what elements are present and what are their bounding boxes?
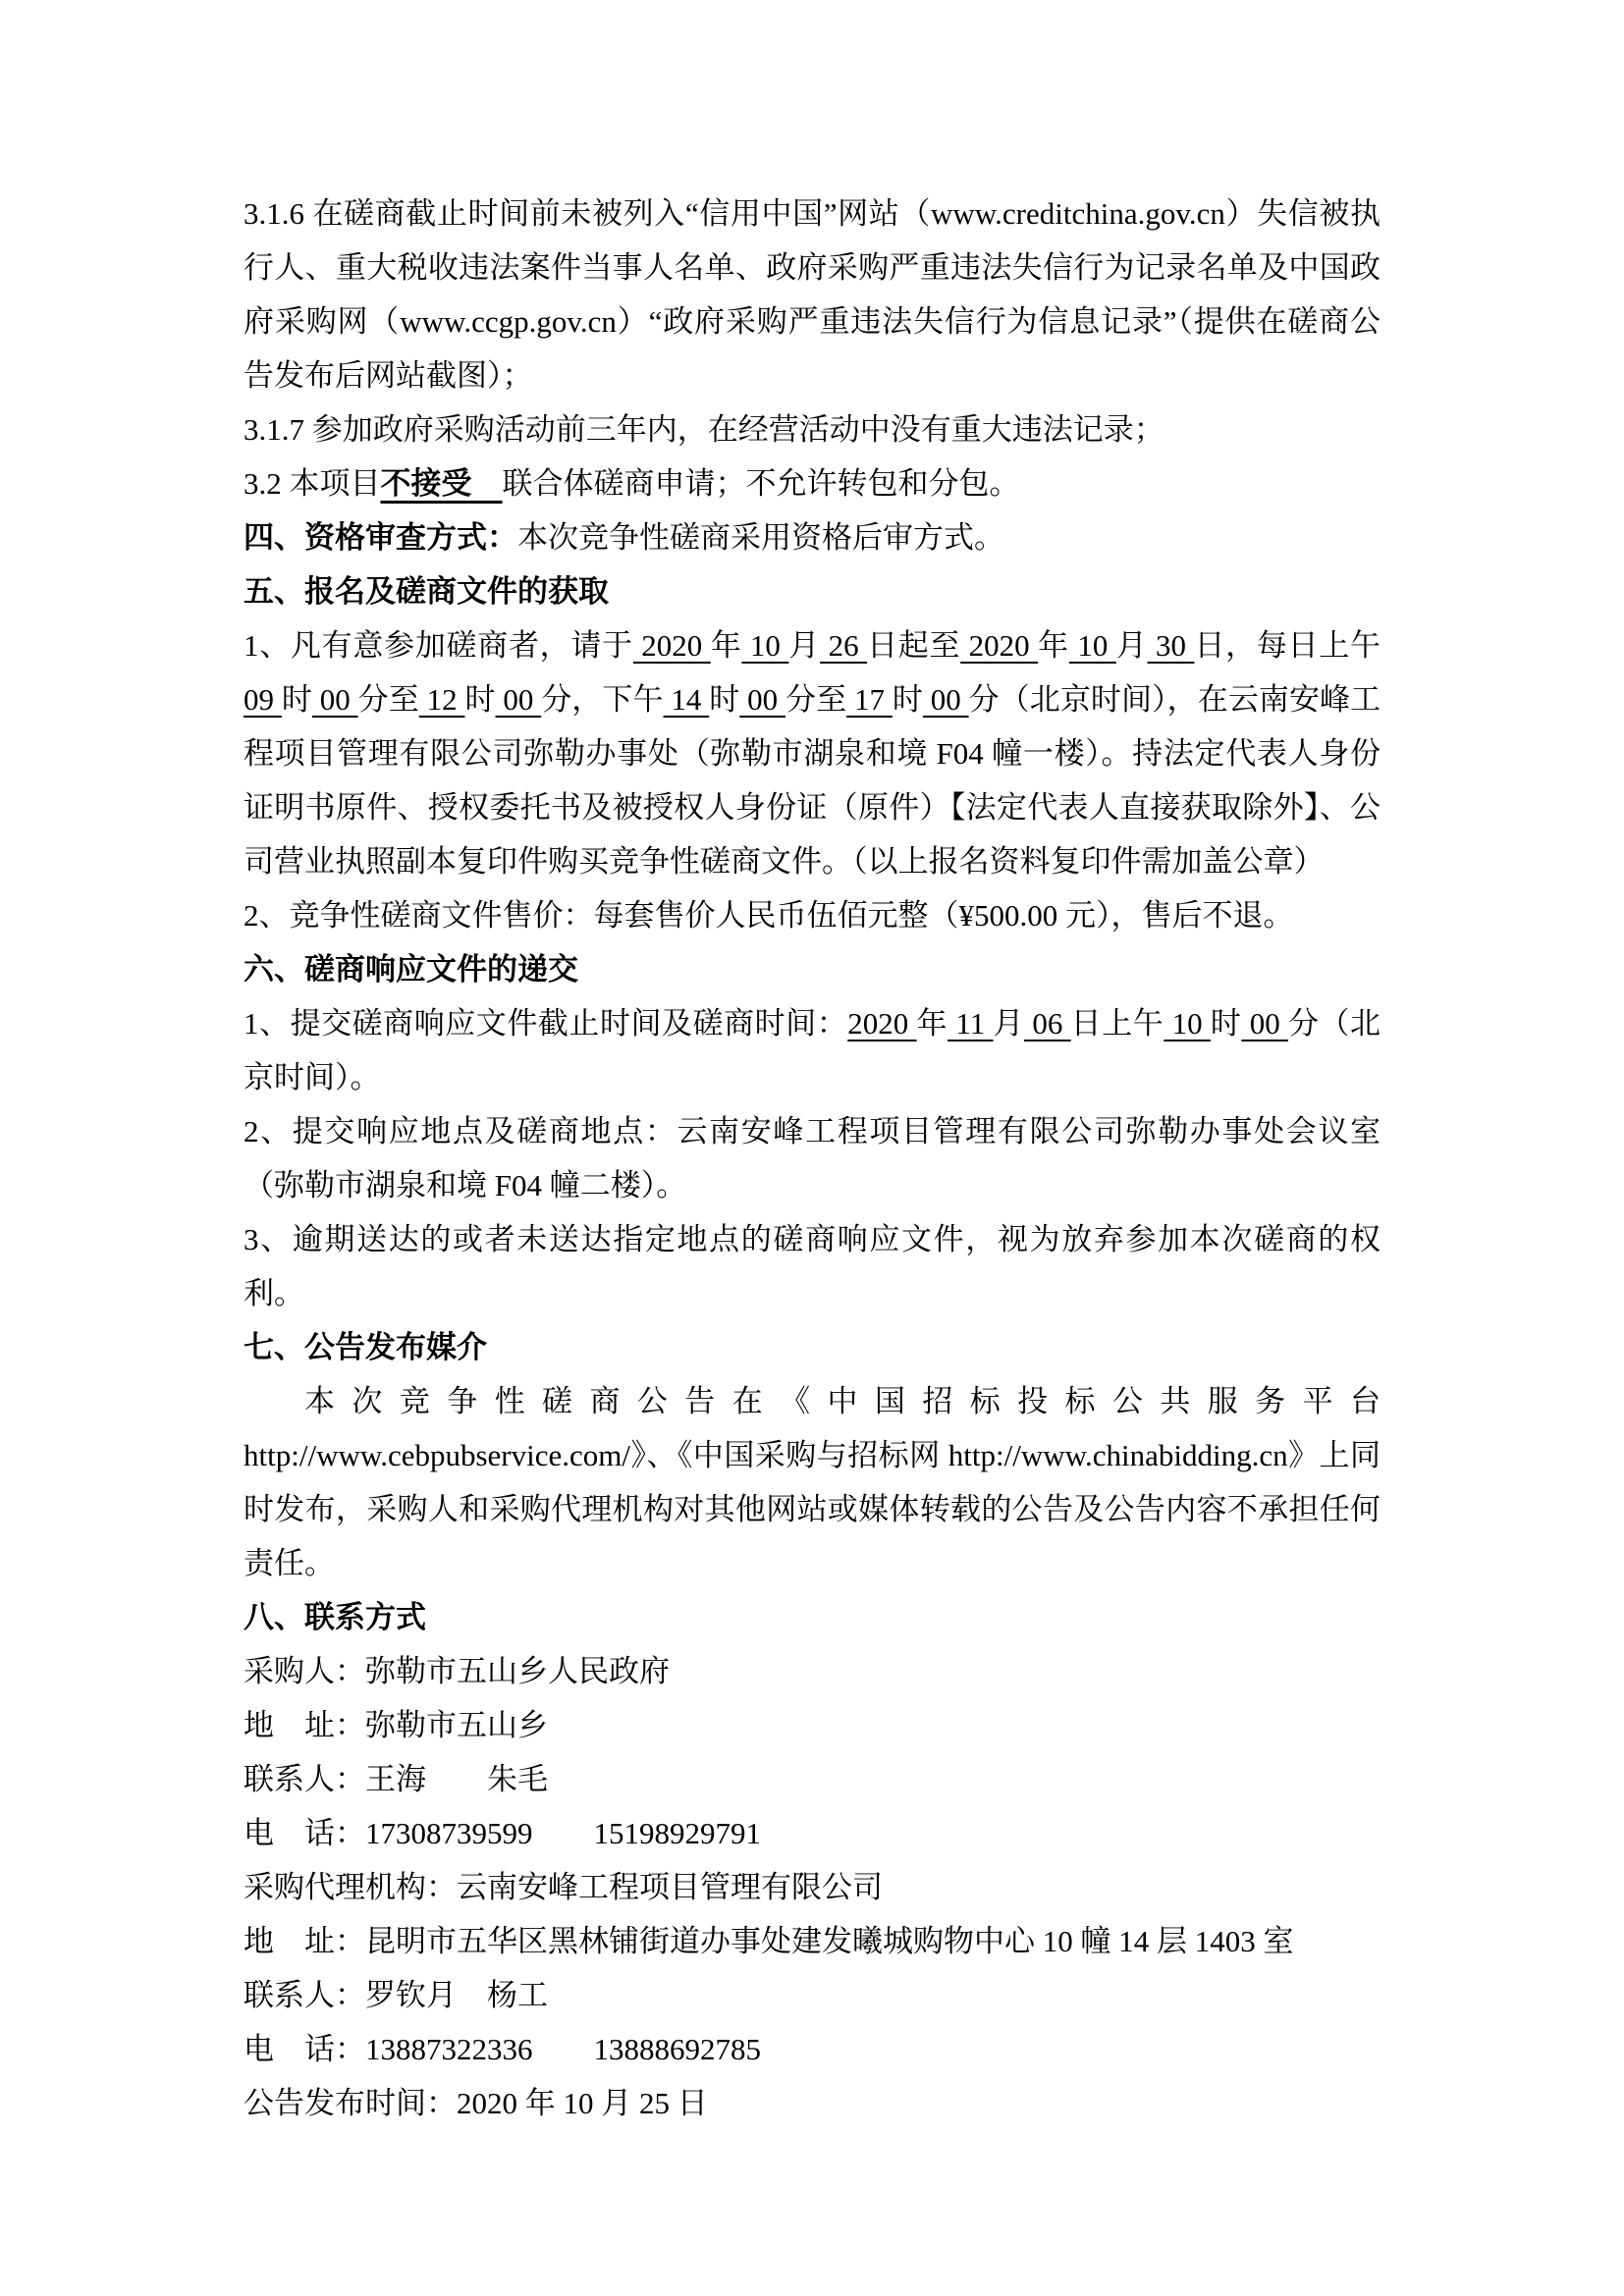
document-body <box>244 187 1380 2130</box>
text-run-underline: 26 <box>820 628 868 663</box>
text-run: 时 <box>709 682 740 717</box>
text-run: 五、报名及磋商文件的获取 <box>244 574 609 609</box>
submission-location <box>244 1104 1380 1212</box>
section-8-heading <box>244 1590 1380 1644</box>
agency-contacts <box>244 1968 1380 2022</box>
text-run: 月 <box>788 628 821 663</box>
section-4-qualification-review <box>244 510 1380 564</box>
submission-deadline <box>244 996 1380 1104</box>
text-run-underline: 14 <box>663 682 710 717</box>
clause-3-1-6 <box>244 187 1380 402</box>
purchaser-contacts <box>244 1752 1380 1806</box>
text-run: 电 话：17308739599 15198929791 <box>244 1816 761 1850</box>
text-run-underline: 09 <box>244 682 282 717</box>
text-run: 年 <box>916 1006 948 1041</box>
publication-media <box>244 1374 1380 1590</box>
text-run: 2、竞争性磋商文件售价：每套售价人民币伍佰元整（¥500.00 元），售后不退。 <box>244 898 1294 933</box>
announcement-date <box>244 2076 1380 2130</box>
text-run-underline: 00 <box>922 682 969 717</box>
text-run: 八、联系方式 <box>244 1600 426 1634</box>
text-run: 月 <box>993 1006 1025 1041</box>
late-delivery-clause <box>244 1212 1380 1320</box>
text-run: 分（北京时间）。 <box>244 1006 1381 1095</box>
text-run: 日上午 <box>1070 1006 1164 1041</box>
text-run-underline: 10 <box>1164 1006 1211 1041</box>
text-run-underline: 30 <box>1147 628 1195 663</box>
text-run-underline: 00 <box>495 682 542 717</box>
text-run: 日起至 <box>867 628 961 663</box>
text-run-underline: 00 <box>739 682 785 717</box>
text-run: 月 <box>1115 628 1148 663</box>
text-run: 联合体磋商申请；不允许转包和分包。 <box>502 466 1020 501</box>
text-run-underline: 11 <box>947 1006 994 1041</box>
text-run-underline: 10 <box>1068 628 1116 663</box>
text-run: 采购人：弥勒市五山乡人民政府 <box>244 1654 670 1688</box>
document-price <box>244 888 1380 942</box>
text-run: 六、磋商响应文件的递交 <box>244 952 578 987</box>
text-run: 地 址：弥勒市五山乡 <box>244 1708 548 1742</box>
section-6-heading <box>244 942 1380 996</box>
purchaser-phones <box>244 1806 1380 1860</box>
text-run-underline: 2020 <box>632 628 711 663</box>
registration-time-and-place <box>244 618 1380 888</box>
text-run: 1、提交磋商响应文件截止时间及磋商时间： <box>244 1006 848 1041</box>
section-5-heading <box>244 564 1380 618</box>
text-run: 时 <box>892 682 923 717</box>
text-run: 3.1.7 参加政府采购活动前三年内，在经营活动中没有重大违法记录； <box>244 412 1164 447</box>
text-run: 分至 <box>785 682 847 717</box>
text-run: 联系人：王海 朱毛 <box>244 1762 548 1796</box>
clause-3-2-no-consortium <box>244 456 1380 510</box>
purchaser-address <box>244 1698 1380 1752</box>
text-run-underline: 10 <box>741 628 789 663</box>
text-run: 公告发布时间：2020 年 10 月 25 日 <box>244 2086 708 2120</box>
text-run-underline: 17 <box>846 682 893 717</box>
text-run-underline: 00 <box>311 682 358 717</box>
text-run: 时 <box>464 682 496 717</box>
agency-address <box>244 1914 1380 1968</box>
agency-phones <box>244 2022 1380 2076</box>
text-run: 3.1.6 在磋商截止时间前未被列入“信用中国”网站（www.creditchina.gov.cn）失信被执行人、重大税收违法案件当事人名单、政府采购严重违法失信行为记录名单及中国政府采购网（www.ccgp.gov.cn）“政府采购严重违法失信行为信息记录”（提供在磋商公告发布后网站截图）； <box>244 196 1380 393</box>
text-run: 2、提交响应地点及磋商地点：云南安峰工程项目管理有限公司弥勒办事处会议室（弥勒市湖泉和境 F04 幢二楼）。 <box>244 1114 1380 1202</box>
text-run-underline: 00 <box>1241 1006 1288 1041</box>
text-run: 分（北京时间），在云南安峰工程项目管理有限公司弥勒办事处（弥勒市湖泉和境 F04 幢一楼）。持法定代表人身份证明书原件、授权委托书及被授权人身份证（原件）【法定代表人直接获取除外】、公司营业执照副本复印件购买竞争性磋商文件。（以上报名资料复印件需加盖公章） <box>244 682 1381 879</box>
text-run: 3、逾期送达的或者未送达指定地点的磋商响应文件，视为放弃参加本次磋商的权利。 <box>244 1222 1380 1310</box>
text-run-underline: 2020 <box>960 628 1039 663</box>
text-run: 地 址：昆明市五华区黑林铺街道办事处建发曦城购物中心 10 幢 14 层 1403 室 <box>244 1924 1294 1958</box>
text-run-underline: 06 <box>1024 1006 1071 1041</box>
text-run: 分，下午 <box>541 682 664 717</box>
text-run: 日，每日上午 <box>1194 628 1381 663</box>
agency-name <box>244 1860 1380 1914</box>
text-run: 分至 <box>357 682 419 717</box>
clause-3-1-7 <box>244 402 1380 456</box>
text-run: 3.2 本项目 <box>244 466 381 501</box>
section-7-heading <box>244 1320 1380 1374</box>
text-run: 时 <box>1210 1006 1242 1041</box>
text-run: 联系人：罗钦月 杨工 <box>244 1978 548 2012</box>
text-run-underline: 2020 <box>847 1006 917 1041</box>
text-run: 七、公告发布媒介 <box>244 1330 487 1364</box>
purchaser-name <box>244 1644 1380 1698</box>
text-run: 1、凡有意参加磋商者，请于 <box>244 628 633 663</box>
text-run-bold-underline: 不接受 <box>380 466 503 501</box>
text-run: 年 <box>710 628 742 663</box>
text-run: 年 <box>1038 628 1069 663</box>
text-run: 本次竞争性磋商采用资格后审方式。 <box>517 520 1004 555</box>
text-run: 电 话：13887322336 13888692785 <box>244 2032 761 2066</box>
text-run: 采购代理机构：云南安峰工程项目管理有限公司 <box>244 1870 883 1904</box>
text-run: 时 <box>281 682 312 717</box>
text-run-underline: 12 <box>418 682 465 717</box>
text-run: 本次竞争性磋商公告在《中国招标投标公共服务平台 http://www.cebpubservice.com/》、《中国采购与招标网 http://www.chinabidding.cn》上同时发布，采购人和采购代理机构对其他网站或媒体转载的公告及公告内容不承担任何责任。 <box>244 1384 1380 1580</box>
text-run-heading-inline: 四、资格审查方式： <box>244 520 517 555</box>
